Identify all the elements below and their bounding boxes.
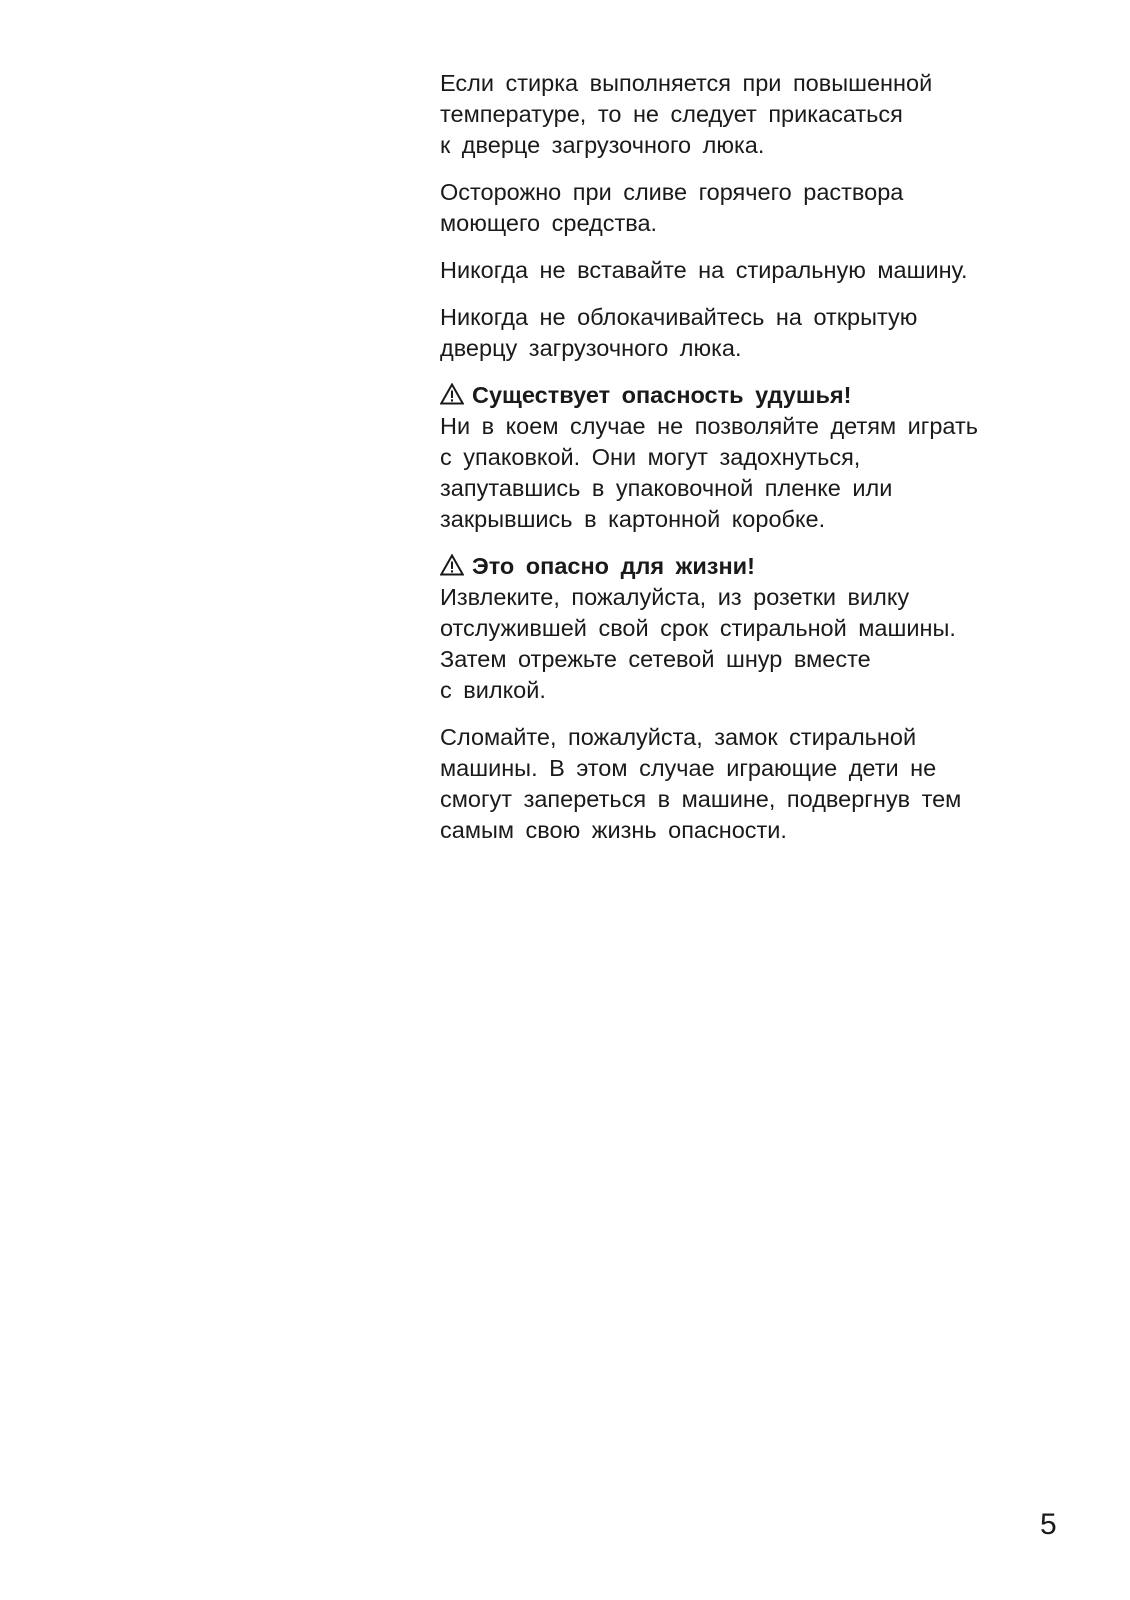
text-line: температуре, то не следует прикасаться [440,101,903,127]
main-text-column [440,68,1120,862]
paragraph-break-lock [440,722,1120,846]
text-line: моющего средства. [440,210,658,236]
text-line: с упаковкой. Они могут задохнуться, [440,444,861,470]
text-line: Осторожно при сливе горячего раствора [440,179,904,205]
text-line: с вилкой. [440,677,546,703]
paragraph-do-not-lean [440,302,1120,364]
text-line: машины. В этом случае играющие дети не [440,755,937,781]
text-line: Никогда не облокачивайтесь на открытую [440,304,918,330]
paragraph-hot-drain [440,177,1120,239]
warning-life-danger [440,551,1120,706]
text-line: запутавшись в упаковочной пленке или [440,475,893,501]
warning-heading-text: Это опасно для жизни! [472,553,755,579]
text-line: закрывшись в картонной коробке. [440,506,826,532]
text-line: самым свою жизнь опасности. [440,817,787,843]
text-line: отслужившей свой срок стиральной машины. [440,615,956,641]
paragraph-do-not-stand [440,255,1120,286]
text-line: смогут запереться в машине, подвергнув тем [440,786,962,812]
warning-heading [440,380,1120,411]
text-line: Если стирка выполняется при повышенной [440,70,933,96]
warning-heading [440,551,1120,582]
warning-life-body [440,582,1120,706]
page-number: 5 [1040,1508,1057,1541]
text-line: Извлеките, пожалуйста, из розетки вилку [440,584,910,610]
warning-suffocation-body [440,411,1120,535]
warning-heading-text: Существует опасность удушья! [472,382,852,408]
text-line: дверцу загрузочного люка. [440,335,742,361]
text-line: Затем отрежьте сетевой шнур вместе [440,646,871,672]
text-line: Никогда не вставайте на стиральную машину. [440,257,968,283]
text-line: Ни в коем случае не позволяйте детям играть [440,413,978,439]
warning-triangle-icon [440,383,464,405]
text-line: к дверце загрузочного люка. [440,132,765,158]
warning-suffocation [440,380,1120,535]
paragraph-hot-wash [440,68,1120,161]
warning-triangle-icon [440,554,464,576]
text-line: Сломайте, пожалуйста, замок стиральной [440,724,917,750]
